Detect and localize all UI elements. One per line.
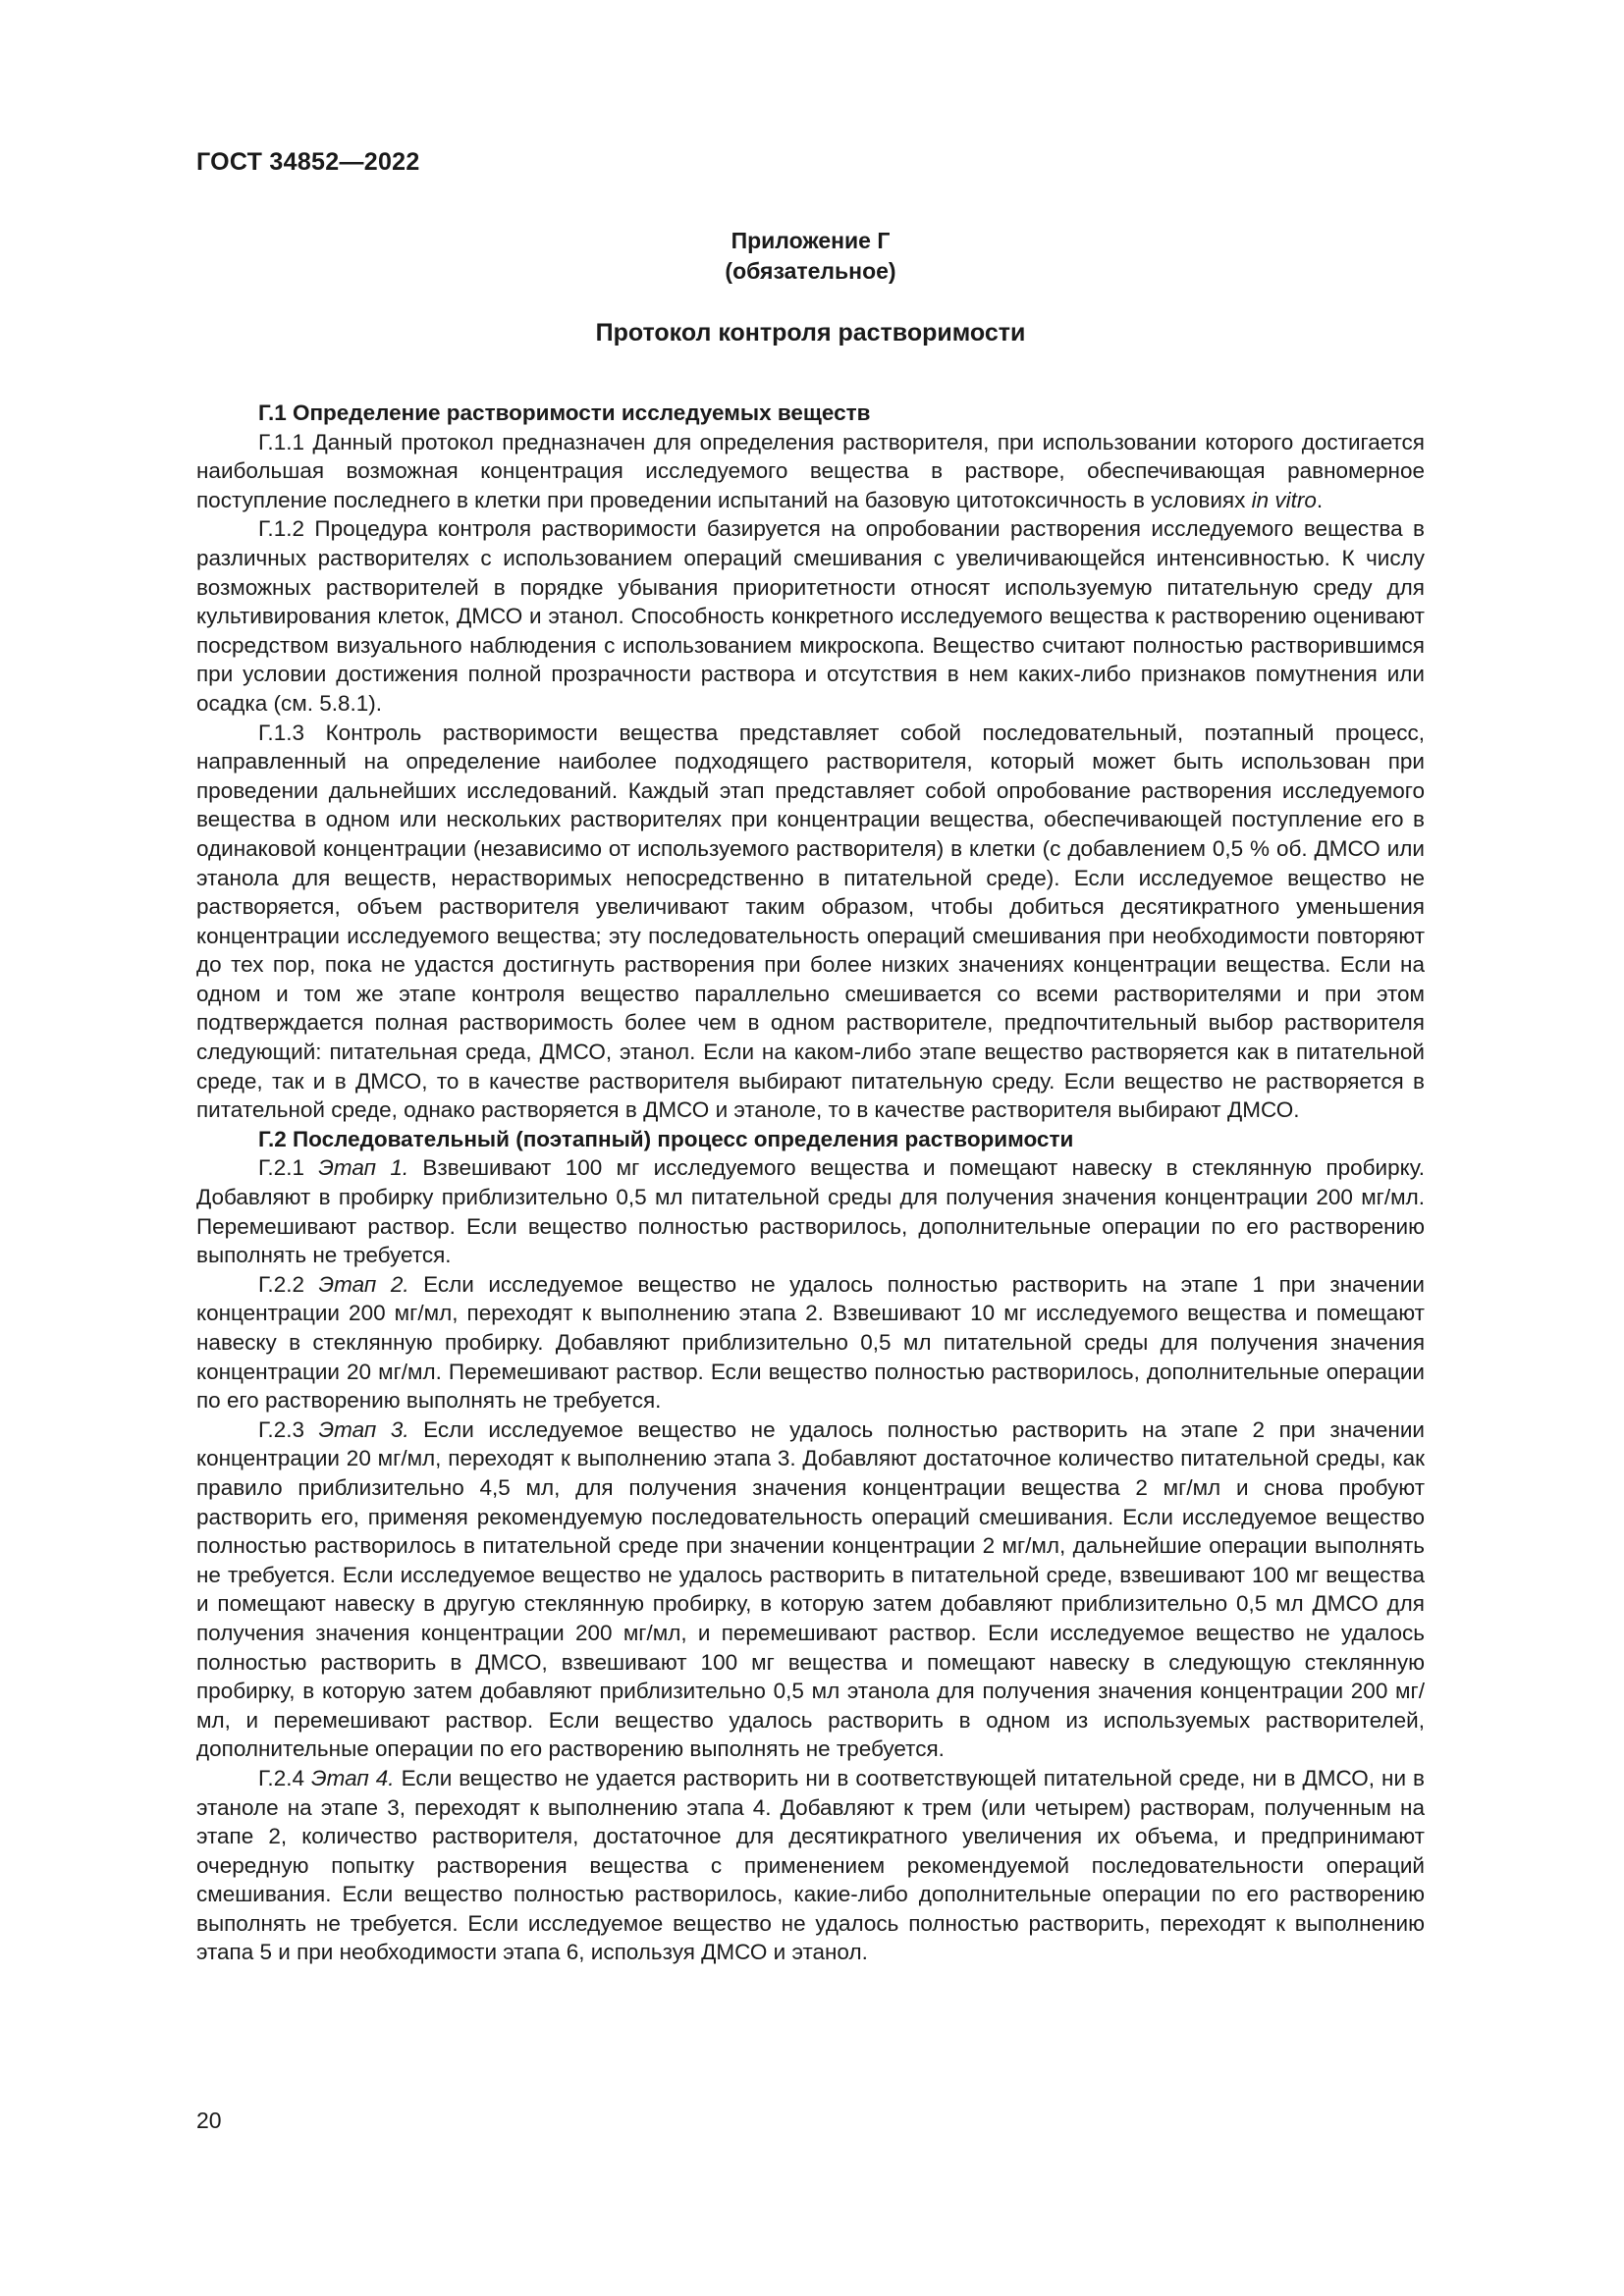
paragraph-text: Данный протокол предназначен для определения растворителя, при использовании которого достигается наибольшая возможная концентрация исследуемого вещества в растворе, обеспечивающая равномерное поступление последнего в клетки при проведении испытаний на базовую цитотоксичность в условиях [196, 429, 1425, 512]
paragraph-number: Г.1.3 [258, 720, 304, 745]
paragraph-end: . [1316, 487, 1324, 512]
paragraph-text: Контроль растворимости вещества представляет собой последовательный, поэтапный процесс, направленный на определение наиболее подходящего растворителя, который может быть использован при проведении дальнейших исследований. Каждый этап представляет собой опробование растворения исследуемого вещества в одном или нескольких растворителях при концентрации вещества, обеспечивающей поступление его в одинаковой концентрации (независимо от используемого растворителя) в клетки (с добавлением 0,5 % об. ДМСО или этанола для веществ, нерастворимых непосредственно в питательной среде). Если исследуемое вещество не растворяется, объем растворителя увеличивают таким образом, чтобы добиться десятикратного уменьшения концентрации исследуемого вещества; эту последовательность операций смешивания при необходимости повторяют до тех пор, пока не удастся достигнуть растворения при более низких значениях концентрации вещества. Если на одном и том же этапе контроля вещество параллельно смешивается со всеми растворителями и при этом подтверждается полная растворимость более чем в одном растворителе, предпочтительный выбор растворителя следующий: питательная среда, ДМСО, этанол. Если на каком-либо этапе вещество растворяется как в питательной среде, так и в ДМСО, то в качестве растворителя выбирают питательную среду. Если вещество не растворяется в питательной среде, однако растворяется в ДМСО и этаноле, то в качестве растворителя выбирают ДМСО. [196, 720, 1425, 1123]
appendix-status: (обязательное) [725, 258, 896, 284]
stage-label: Этап 3. [318, 1416, 409, 1442]
paragraph-number: Г.2.3 [258, 1416, 304, 1442]
paragraph-text: Если исследуемое вещество не удалось полностью растворить на этапе 1 при значении концентрации 200 мг/мл, переходят к выполнению этапа 2. Взвешивают 10 мг исследуемого вещества и помещают навеску в стеклянную пробирку. Добавляют приблизительно 0,5 мл питательной среды для получения значения концентрации 20 мг/мл. Перемешивают раствор. Если вещество полностью растворилось, дополнительные операции по его растворению выполнять не требуется. [196, 1271, 1425, 1414]
protocol-title: Протокол контроля растворимости [595, 319, 1026, 347]
stage-label: Этап 1. [318, 1155, 409, 1181]
paragraph [196, 1153, 1425, 1269]
paragraph [196, 428, 1425, 515]
paragraph-number: Г.2.2 [258, 1271, 304, 1297]
stage-label: Этап 4. [311, 1765, 395, 1790]
stage-label: Этап 2. [318, 1271, 409, 1297]
document-code: ГОСТ 34852—2022 [196, 148, 420, 176]
paragraph [196, 514, 1425, 718]
paragraph-number: Г.2.1 [258, 1155, 304, 1181]
paragraph [196, 1415, 1425, 1764]
appendix-heading [196, 226, 1425, 287]
paragraph-text: Если исследуемое вещество не удалось полностью растворить на этапе 2 при значении концентрации 20 мг/мл, переходят к выполнению этапа 3. Добавляют достаточное количество питательной среды, как правило приблизительно 4,5 мл, для получения значения концентрации вещества 2 мг/мл и снова пробуют растворить его, применяя рекомендуемую последовательность операций смешивания. Если исследуемое вещество полностью растворилось в питательной среде при значении концентрации 2 мг/мл, дальнейшие операции выполнять не требуется. Если исследуемое вещество не удалось растворить в питательной среде, взвешивают 100 мг вещества и помещают навеску в другую стеклянную пробирку, в которую затем добавляют приблизительно 0,5 мл ДМСО для получения значения концентрации 200 мг/мл, и перемешивают раствор. Если исследуемое вещество не удалось полностью растворить в ДМСО, взвешивают 100 мг вещества и помещают навеску в следующую стеклянную пробирку, в которую затем добавляют приблизительно 0,5 мл этанола для получения значения концентрации 200 мг/мл, и перемешивают раствор. Если вещество удалось растворить в одном из используемых растворителей, дополнительные операции по его растворению выполнять не требуется. [196, 1416, 1425, 1762]
paragraph [196, 1764, 1425, 1967]
paragraph [196, 719, 1425, 1125]
paragraph-number: Г.2.4 [258, 1765, 304, 1790]
paragraph-number: Г.1.1 [258, 429, 304, 454]
section-heading: Г.2 Последовательный (поэтапный) процесс определения растворимости [258, 1126, 1074, 1151]
paragraph-italic-term: in vitro [1251, 487, 1317, 512]
paragraph-text: Если вещество не удается растворить ни в соответствующей питательной среде, ни в ДМСО, ни в этаноле на этапе 3, переходят к выполнению этапа 4. Добавляют к трем (или четырем) растворам, полученным на этапе 2, количество растворителя, достаточное для десятикратного увеличения их объема, и предпринимают очередную попытку растворения вещества с применением рекомендуемой последовательности операций смешивания. Если вещество полностью растворилось, какие-либо дополнительные операции по его растворению выполнять не требуется. Если исследуемое вещество не удалось полностью растворить, переходят к выполнению этапа 5 и при необходимости этапа 6, используя ДМСО и этанол. [196, 1765, 1425, 1965]
paragraph-number: Г.1.2 [258, 516, 304, 542]
document-body [196, 399, 1425, 1967]
paragraph-text: Взвешивают 100 мг исследуемого вещества и помещают навеску в стеклянную пробирку. Добавляют в пробирку приблизительно 0,5 мл питательной среды для получения значения концентрации 200 мг/мл. Перемешивают раствор. Если вещество полностью растворилось, дополнительные операции по его растворению выполнять не требуется. [196, 1155, 1425, 1268]
paragraph [196, 1270, 1425, 1415]
page-number: 20 [196, 2108, 222, 2133]
paragraph-text: Процедура контроля растворимости базируется на опробовании растворения исследуемого вещества в различных растворителях с использованием операций смешивания с увеличивающейся интенсивностью. К числу возможных растворителей в порядке убывания приоритетности относят используемую питательную среду для культивирования клеток, ДМСО и этанол. Способность конкретного исследуемого вещества к растворению оценивают посредством визуального наблюдения с использованием микроскопа. Вещество считают полностью растворившимся при условии достижения полной прозрачности раствора и отсутствия в нем каких-либо признаков помутнения или осадка (см. 5.8.1). [196, 516, 1425, 716]
section-heading: Г.1 Определение растворимости исследуемых веществ [258, 400, 871, 425]
appendix-title: Приложение Г [731, 228, 891, 253]
